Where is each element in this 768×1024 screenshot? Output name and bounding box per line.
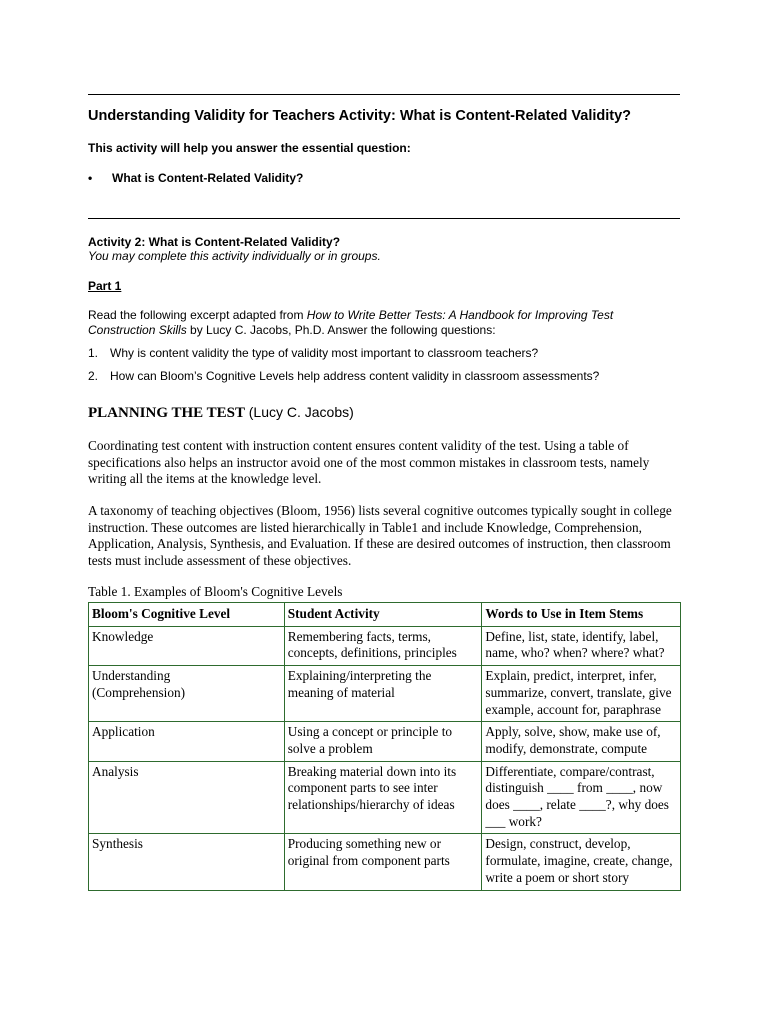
table-header-row xyxy=(89,603,681,627)
table-cell: Define, list, state, identify, label, name, who? when? where? what? xyxy=(482,626,681,665)
excerpt-heading: PLANNING THE TEST (Lucy C. Jacobs) xyxy=(88,404,354,421)
table-row xyxy=(89,761,681,834)
table-cell: Explaining/interpreting the meaning of material xyxy=(284,666,482,722)
column-header: Student Activity xyxy=(284,603,482,627)
table-cell: Knowledge xyxy=(89,626,285,665)
table-cell: Remembering facts, terms, concepts, definitions, principles xyxy=(284,626,482,665)
book-title: How to Write Better Tests: A Handbook for Improving Test Construction Skills xyxy=(88,308,614,337)
essential-question-bullet xyxy=(88,171,303,185)
activity-note: You may complete this activity individually or in groups. xyxy=(88,249,381,263)
question-item: 2. How can Bloom’s Cognitive Levels help address content validity in classroom assessments? xyxy=(88,369,600,383)
column-header: Bloom's Cognitive Level xyxy=(89,603,285,627)
table-cell: Application xyxy=(89,722,285,761)
excerpt-author: (Lucy C. Jacobs) xyxy=(248,404,354,420)
table-row xyxy=(89,722,681,761)
essential-question-intro: This activity will help you answer the essential question: xyxy=(88,141,411,155)
bullet-marker: • xyxy=(88,171,93,185)
blooms-levels-table xyxy=(88,602,681,891)
table-row xyxy=(89,666,681,722)
table-cell: Producing something new or original from component parts xyxy=(284,834,482,890)
part-heading: Part 1 xyxy=(88,279,122,293)
reading-instructions: Read the following excerpt adapted from How to Write Better Tests: A Handbook for Improving Test Construction Skills by Lucy C. Jacobs, Ph.D. Answer the following questions: xyxy=(88,308,614,337)
excerpt-paragraph: A taxonomy of teaching objectives (Bloom, 1956) lists several cognitive outcomes typically sought in college instruction. These outcomes are listed hierarchically in Table1 and include Knowledge, Comprehension, Application, Analysis, Synthesis, and Evaluation. If these are desired outcomes of instruction, then classroom tests must include assessment of these objectives. xyxy=(88,503,672,569)
bullet-text: What is Content-Related Validity? xyxy=(112,171,304,185)
table-cell: Using a concept or principle to solve a problem xyxy=(284,722,482,761)
table-cell: Differentiate, compare/contrast, distinguish ____ from ____, now does ____, relate ____?, why does ___ work? xyxy=(482,761,681,834)
table-row xyxy=(89,626,681,665)
question-item: 1. Why is content validity the type of validity most important to classroom teachers? xyxy=(88,346,539,360)
table-cell: Design, construct, develop, formulate, imagine, create, change, write a poem or short story xyxy=(482,834,681,890)
table-cell: Apply, solve, show, make use of, modify, demonstrate, compute xyxy=(482,722,681,761)
top-rule xyxy=(88,94,680,95)
table-cell: Understanding (Comprehension) xyxy=(89,666,285,722)
table-cell: Synthesis xyxy=(89,834,285,890)
table-cell: Breaking material down into its component parts to see inter relationships/hierarchy of ideas xyxy=(284,761,482,834)
page-title: Understanding Validity for Teachers Activity: What is Content-Related Validity? xyxy=(88,108,632,124)
excerpt-paragraph: Coordinating test content with instruction content ensures content validity of the test. Using a table of specifications also helps an instructor avoid one of the most common mistakes in classroom tests, namely writing all the items at the knowledge level. xyxy=(88,438,650,487)
table-cell: Explain, predict, interpret, infer, summarize, convert, translate, give example, account for, paraphrase xyxy=(482,666,681,722)
section-rule xyxy=(88,218,680,219)
table-caption: Table 1. Examples of Bloom's Cognitive Levels xyxy=(88,584,343,599)
column-header: Words to Use in Item Stems xyxy=(482,603,681,627)
table-row xyxy=(89,834,681,890)
activity-heading: Activity 2: What is Content-Related Validity? xyxy=(88,235,341,249)
table-cell: Analysis xyxy=(89,761,285,834)
